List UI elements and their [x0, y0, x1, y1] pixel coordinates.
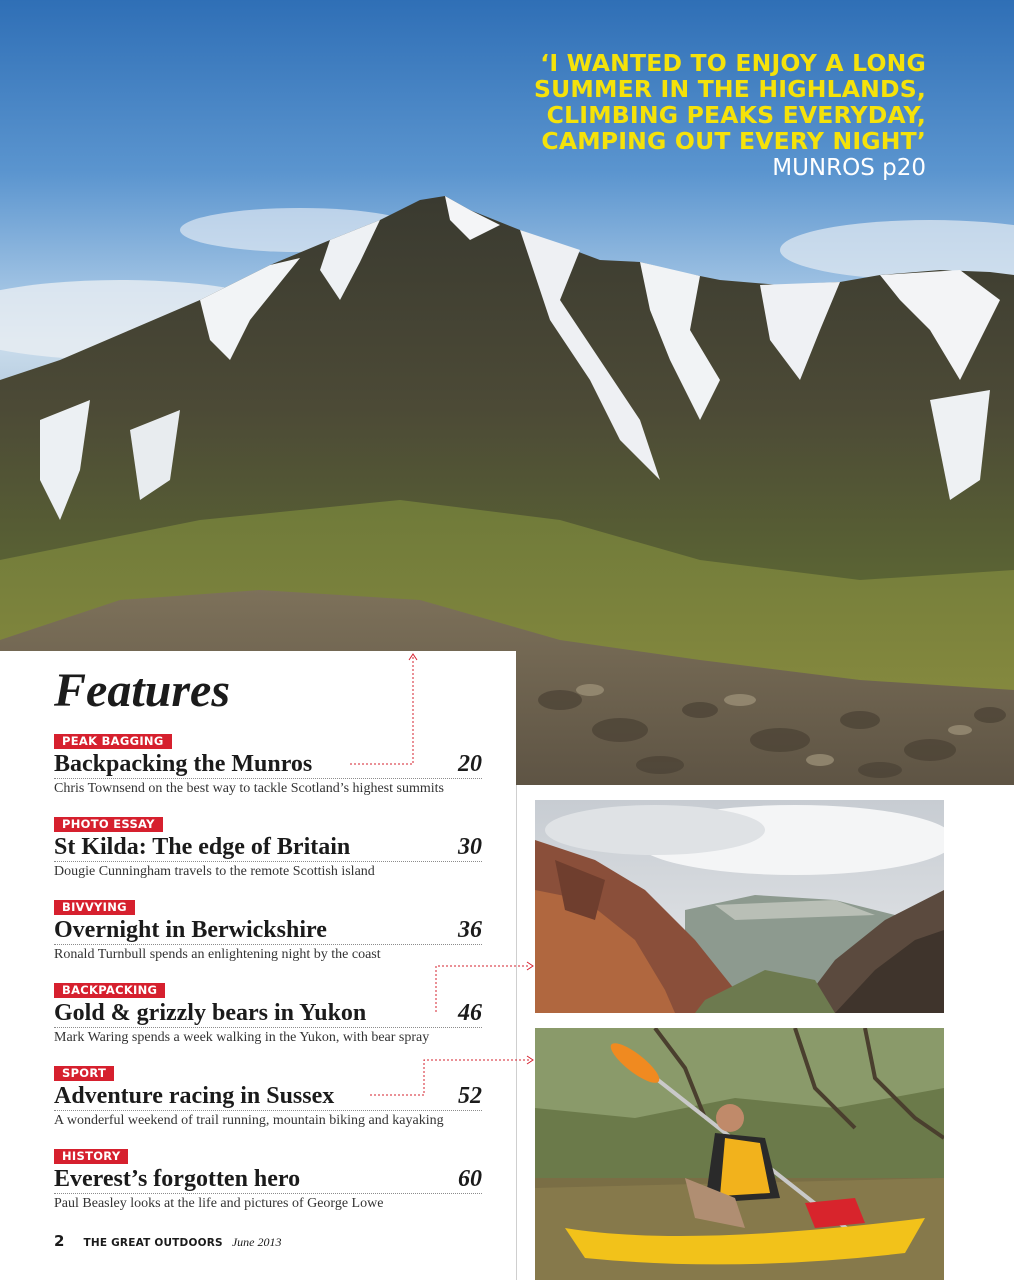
feature-head: [54, 1165, 482, 1194]
feature-title[interactable]: Gold & grizzly bears in Yukon: [54, 1000, 367, 1026]
feature-title[interactable]: Everest’s forgotten hero: [54, 1166, 301, 1192]
issue-date: June 2013: [231, 1235, 282, 1249]
feature-description: Chris Townsend on the best way to tackle Scotland’s highest summits: [54, 781, 444, 796]
feature-entry[interactable]: [54, 981, 482, 1046]
pull-quote: [534, 50, 926, 154]
yukon-photo: [535, 800, 944, 1013]
category-tag: SPORT: [54, 1066, 114, 1081]
features-panel: [0, 651, 516, 1280]
feature-entry[interactable]: [54, 898, 482, 963]
page-footer: [54, 1231, 282, 1250]
feature-description: A wonderful weekend of trail running, mountain biking and kayaking: [54, 1113, 444, 1128]
pull-quote-line: CLIMBING PEAKS EVERYDAY,: [546, 101, 926, 129]
pull-quote-line: CAMPING OUT EVERY NIGHT’: [541, 127, 926, 155]
feature-description: Ronald Turnbull spends an enlightening night by the coast: [54, 947, 381, 962]
feature-head: [54, 999, 482, 1028]
page-number: 2: [54, 1232, 65, 1250]
feature-page-number[interactable]: 52: [458, 1083, 482, 1109]
kayak-photo: [535, 1028, 944, 1280]
feature-page-number[interactable]: 36: [458, 917, 482, 943]
feature-entry[interactable]: [54, 1064, 482, 1129]
feature-page-number[interactable]: 46: [458, 1000, 482, 1026]
feature-description: Mark Waring spends a week walking in the Yukon, with bear spray: [54, 1030, 430, 1045]
feature-head: [54, 916, 482, 945]
arrow-right-icon: [527, 1056, 533, 1064]
feature-entry[interactable]: [54, 1147, 482, 1212]
feature-head: [54, 833, 482, 862]
category-tag: PHOTO ESSAY: [54, 817, 163, 832]
category-tag: PEAK BAGGING: [54, 734, 172, 749]
feature-title[interactable]: Overnight in Berwickshire: [54, 917, 327, 943]
feature-description: Paul Beasley looks at the life and pictures of George Lowe: [54, 1196, 384, 1211]
feature-head: [54, 750, 482, 779]
category-tag: BACKPACKING: [54, 983, 165, 998]
feature-page-number[interactable]: 30: [458, 834, 482, 860]
magazine-name: THE GREAT OUTDOORS: [83, 1237, 223, 1249]
feature-title[interactable]: St Kilda: The edge of Britain: [54, 834, 351, 860]
feature-title[interactable]: Backpacking the Munros: [54, 751, 313, 777]
feature-head: [54, 1082, 482, 1111]
feature-page-number[interactable]: 20: [458, 751, 482, 777]
features-heading: Features: [54, 664, 231, 717]
pull-quote-reference[interactable]: MUNROS p20: [772, 155, 926, 181]
feature-page-number[interactable]: 60: [458, 1166, 482, 1192]
arrow-right-icon: [527, 962, 533, 970]
pull-quote-line: ‘I WANTED TO ENJOY A LONG: [540, 49, 926, 77]
feature-entry[interactable]: [54, 732, 482, 797]
category-tag: BIVVYING: [54, 900, 135, 915]
pull-quote-line: SUMMER IN THE HIGHLANDS,: [534, 75, 926, 103]
feature-description: Dougie Cunningham travels to the remote Scottish island: [54, 864, 375, 879]
feature-title[interactable]: Adventure racing in Sussex: [54, 1083, 335, 1109]
column-divider: [516, 785, 517, 1280]
feature-entry[interactable]: [54, 815, 482, 880]
category-tag: HISTORY: [54, 1149, 128, 1164]
